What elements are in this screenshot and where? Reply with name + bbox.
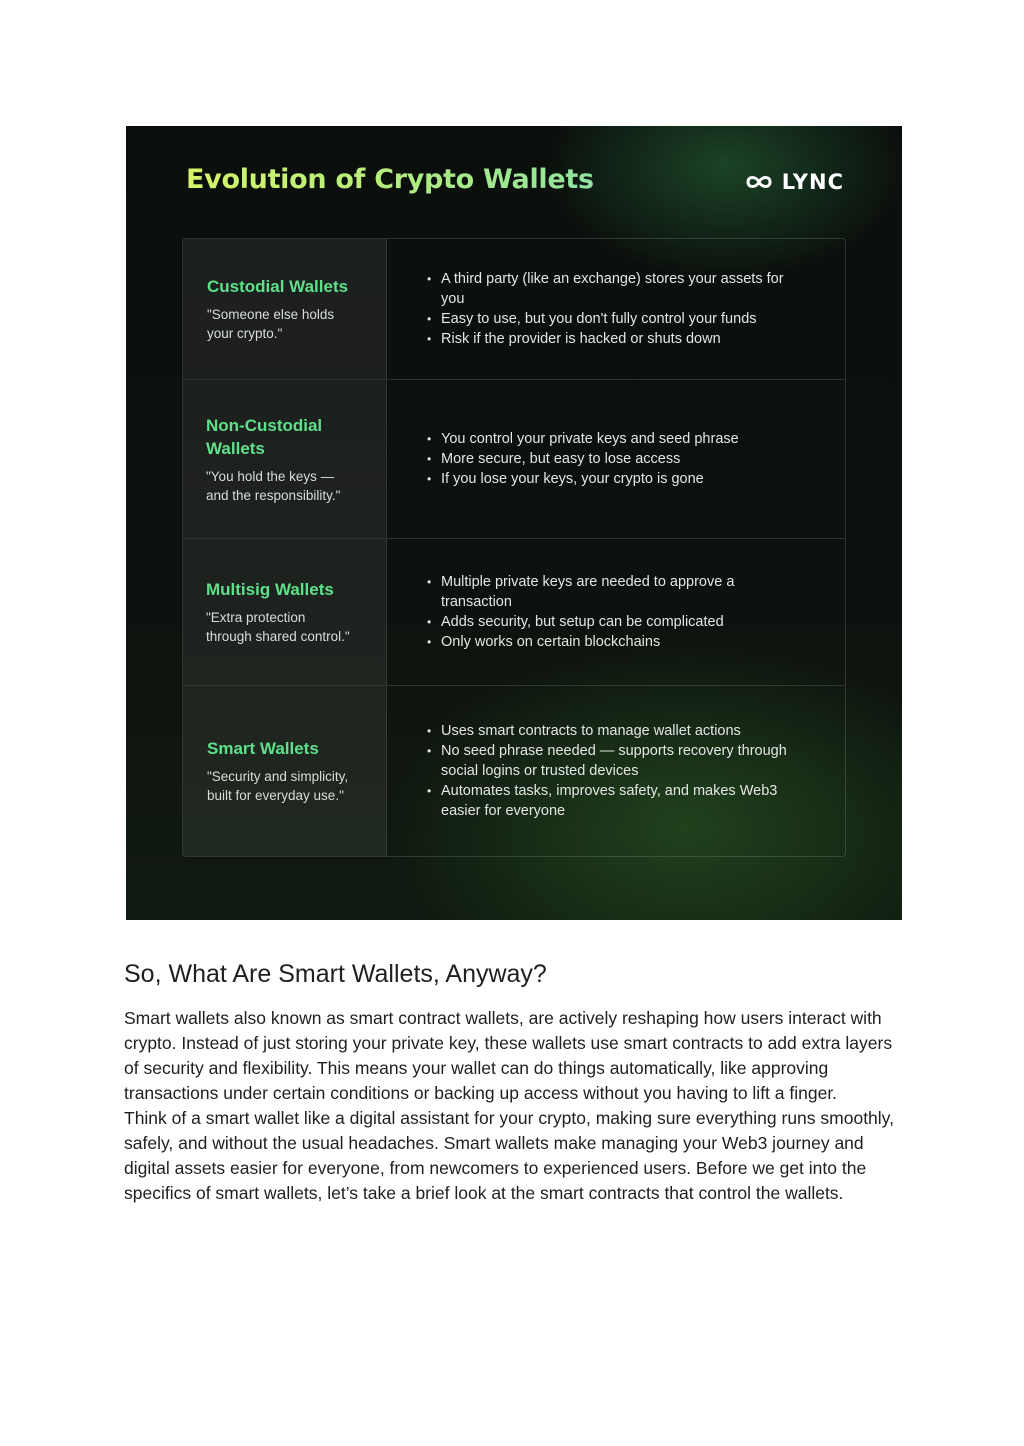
wallet-evolution-infographic	[126, 126, 902, 920]
wallet-label-cell	[183, 380, 387, 538]
section-heading: So, What Are Smart Wallets, Anyway?	[124, 960, 547, 988]
list-item: • More secure, but easy to lose access	[427, 449, 739, 469]
list-item: • No seed phrase needed — supports recovery through social logins or trusted devices	[427, 741, 805, 781]
lync-logo	[744, 170, 844, 194]
wallet-points-list	[427, 572, 805, 652]
list-item: • Multiple private keys are needed to approve a transaction	[427, 572, 805, 612]
wallet-name: Custodial Wallets	[207, 277, 349, 296]
list-item: • Easy to use, but you don't fully control your funds	[427, 309, 805, 329]
article-paragraph: Smart wallets also known as smart contract wallets, are actively reshaping how users interact with crypto. Instead of just storing your private key, these wallets use smart contracts to add extra layers of security and flexibility. This means your wallet can do things automatically, like approving transactions under certain conditions or backing up access without you having to lift a finger.	[124, 1008, 893, 1103]
list-item: • You control your private keys and seed phrase	[427, 429, 739, 449]
list-item: • Automates tasks, improves safety, and makes Web3 easier for everyone	[427, 781, 805, 821]
wallet-points-list	[427, 721, 805, 821]
wallet-comparison-table	[182, 238, 846, 857]
wallet-points-cell	[387, 539, 845, 685]
wallet-points-cell	[387, 686, 845, 856]
wallet-quote: "Security and simplicity, built for everyday use."	[207, 769, 349, 803]
infographic-title: Evolution of Crypto Wallets	[186, 164, 594, 195]
wallet-label-cell	[183, 539, 387, 685]
list-item: • If you lose your keys, your crypto is gone	[427, 469, 739, 489]
list-item: • Adds security, but setup can be complicated	[427, 612, 805, 632]
wallet-row-smart	[183, 686, 845, 856]
list-item: • Uses smart contracts to manage wallet actions	[427, 721, 805, 741]
wallet-points-cell	[387, 239, 845, 379]
list-item: • Only works on certain blockchains	[427, 632, 805, 652]
wallet-name: Non-Custodial Wallets	[206, 415, 323, 458]
wallet-row-multisig	[183, 539, 845, 686]
wallet-label-cell	[183, 239, 387, 379]
wallet-points-cell	[387, 380, 845, 538]
wallet-row-non-custodial	[183, 380, 845, 539]
infinity-icon	[744, 172, 774, 192]
wallet-quote: "Someone else holds your crypto."	[207, 307, 335, 341]
wallet-points-list	[427, 269, 805, 349]
wallet-points-list	[427, 429, 739, 489]
logo-text: LYNC	[781, 170, 844, 194]
article-body	[124, 958, 904, 1206]
wallet-quote: "You hold the keys — and the responsibility."	[206, 468, 341, 503]
wallet-row-custodial	[183, 239, 845, 380]
wallet-name: Smart Wallets	[207, 739, 319, 758]
wallet-label-cell	[183, 686, 387, 856]
wallet-quote: "Extra protection through shared control."	[206, 610, 350, 644]
list-item: • Risk if the provider is hacked or shuts down	[427, 329, 805, 349]
list-item: • A third party (like an exchange) stores your assets for you	[427, 269, 805, 309]
wallet-name: Multisig Wallets	[206, 580, 334, 599]
article-paragraph: Think of a smart wallet like a digital assistant for your crypto, making sure everything runs smoothly, safely, and without the usual headaches. Smart wallets make managing your Web3 journey and digital assets easier for everyone, from newcomers to experienced users. Before we get into the specifics of smart wallets, let’s take a brief look at the smart contracts that control the wallets.	[124, 1108, 894, 1203]
